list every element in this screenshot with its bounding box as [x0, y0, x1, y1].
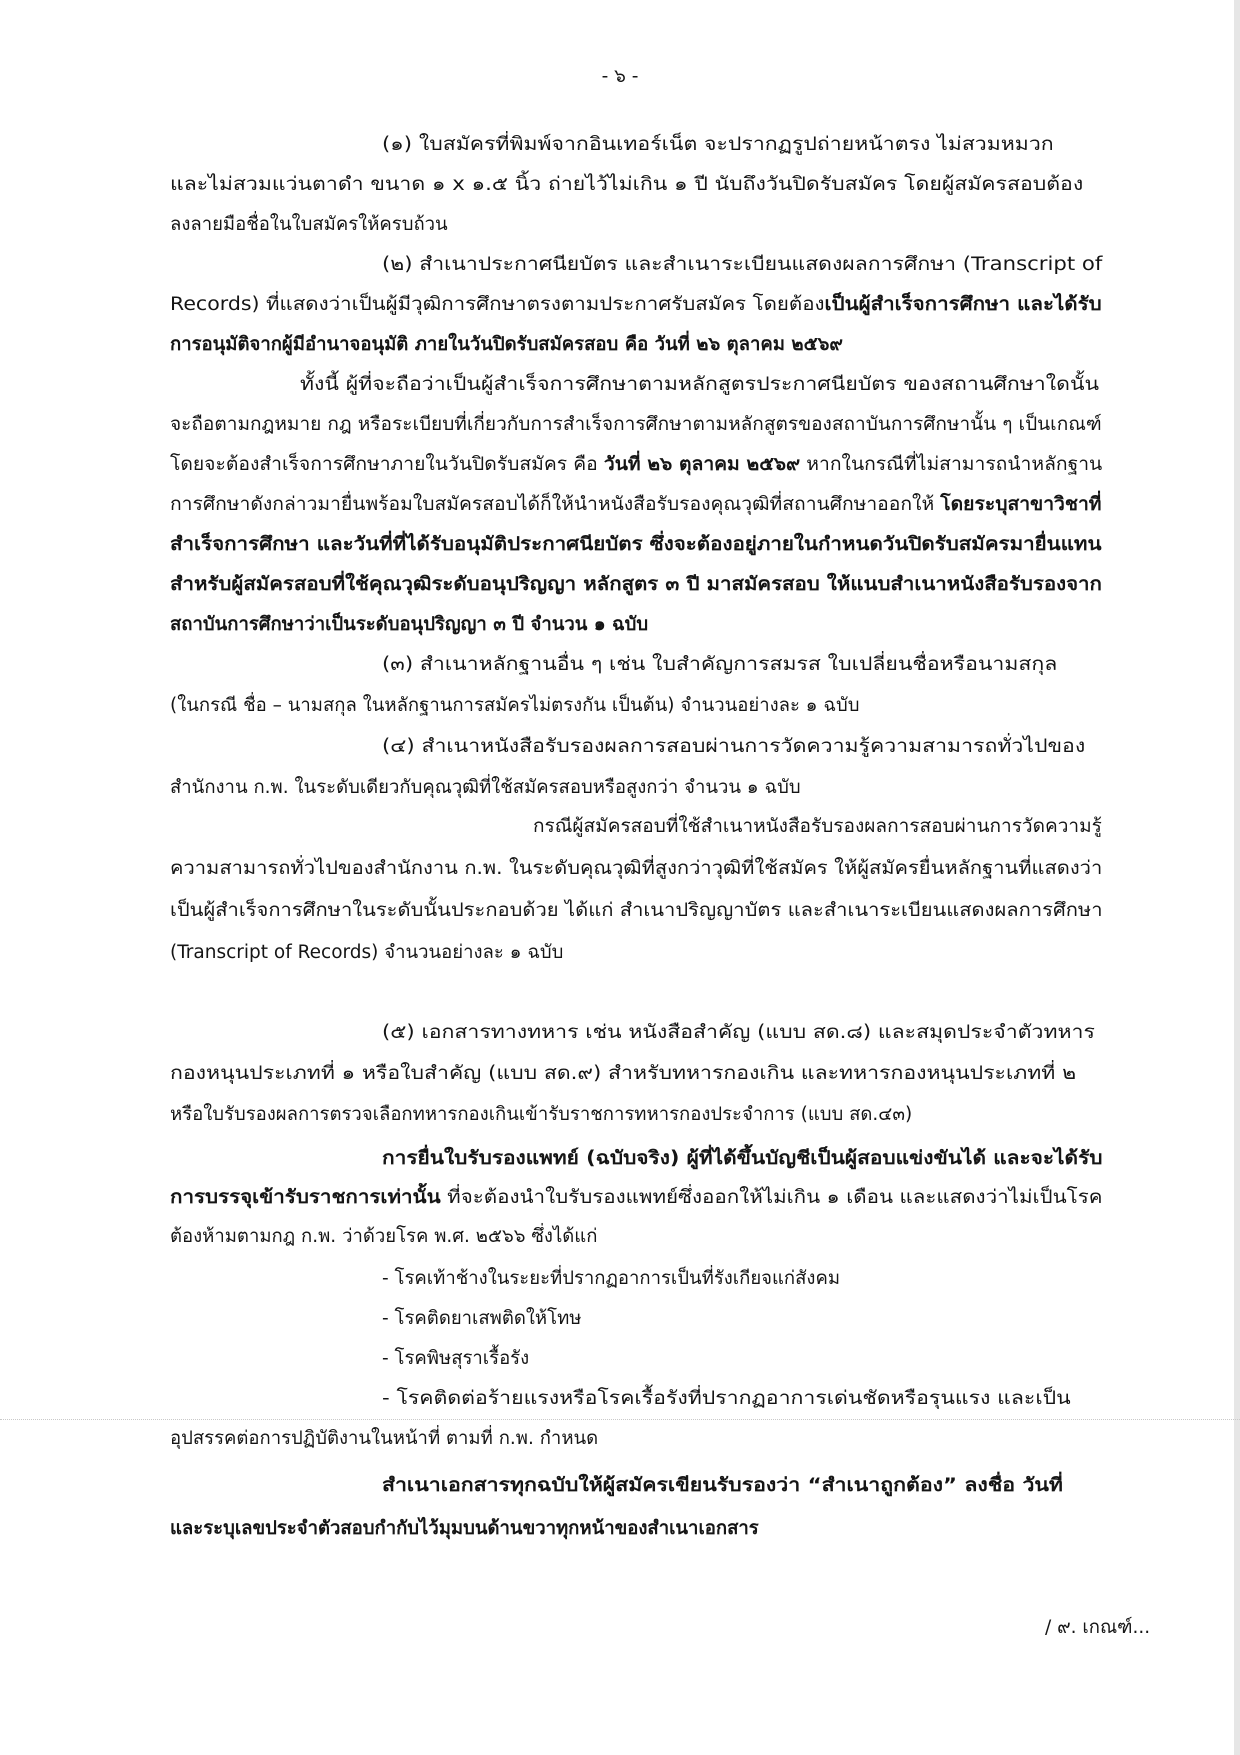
- bold-text-run: การบรรจุเข้ารับราชการเท่านั้น: [170, 1187, 441, 1208]
- bold-text-run: วันที่ ๒๖ ตุลาคม ๒๕๖๙: [603, 454, 801, 475]
- bold-text-run: การยื่นใบรับรองแพทย์ (ฉบับจริง) ผู้ที่ได้ขึ้นบัญชีเป็นผู้สอบแข่งขันได้ และจะได้รับ: [382, 1148, 1103, 1169]
- text-run: ทั้งนี้ ผู้ที่จะถือว่าเป็นผู้สำเร็จการศึกษาตามหลักสูตรประกาศนียบัตร ของสถานศึกษาใดนั้น: [300, 374, 1100, 395]
- text-run: สำนักงาน ก.พ. ในระดับเดียวกับคุณวุฒิที่ใช้สมัครสอบหรือสูงกว่า จำนวน ๑ ฉบับ: [170, 777, 801, 798]
- text-line: [170, 691, 860, 721]
- text-run: กรณีผู้สมัครสอบที่ใช้สำเนาหนังสือรับรองผลการสอบผ่านการวัดความรู้: [533, 816, 1102, 837]
- text-run: (๑) ใบสมัครที่พิมพ์จากอินเทอร์เน็ต จะปรากฏรูปถ่ายหน้าตรง ไม่สวมหมวก: [382, 134, 1054, 155]
- text-run: - โรคติดยาเสพติดให้โทษ: [382, 1308, 582, 1329]
- text-line: [170, 1100, 912, 1130]
- text-line: [170, 1222, 597, 1252]
- text-run: จะถือตามกฎหมาย กฎ หรือระเบียบที่เกี่ยวกับการสำเร็จการศึกษาตามหลักสูตรของสถาบันการศึกษานั้น ๆ เป็นเกณฑ์: [170, 414, 1102, 435]
- text-run: (๓) สำเนาหลักฐานอื่น ๆ เช่น ใบสำคัญการสมรส ใบเปลี่ยนชื่อหรือนามสกุล: [382, 654, 1058, 675]
- text-line: [170, 490, 1102, 520]
- text-run: (ในกรณี ชื่อ – นามสกุล ในหลักฐานการสมัครไม่ตรงกัน เป็นต้น) จำนวนอย่างละ ๑ ฉบับ: [170, 695, 860, 716]
- text-line: [170, 170, 1083, 200]
- text-line: [170, 896, 1103, 926]
- text-line: [170, 530, 1101, 560]
- text-line: [170, 450, 1102, 480]
- text-run: กองหนุนประเภทที่ ๑ หรือใบสำคัญ (แบบ สด.๙) สำหรับทหารกองเกิน และทหารกองหนุนประเภทที่ ๒: [170, 1063, 1077, 1084]
- bold-text-run: โดยระบุสาขาวิชาที่: [940, 494, 1102, 515]
- text-line: [382, 732, 1085, 762]
- text-run: อุปสรรคต่อการปฏิบัติงานในหน้าที่ ตามที่ ก.พ. กำหนด: [170, 1428, 599, 1449]
- bold-text-run: การอนุมัติจากผู้มีอำนาจอนุมัติ ภายในวันปิดรับสมัครสอบ คือ วันที่ ๒๖ ตุลาคม ๒๕๖๙: [170, 334, 843, 355]
- text-run: ต้องห้ามตามกฎ ก.พ. ว่าด้วยโรค พ.ศ. ๒๕๖๖ ซึ่งได้แก่: [170, 1226, 598, 1247]
- text-line: [300, 370, 1099, 400]
- bold-text-run: สำเนาเอกสารทุกฉบับให้ผู้สมัครเขียนรับรองว่า “สำเนาถูกต้อง” ลงชื่อ วันที่: [382, 1475, 1063, 1496]
- text-line: [170, 854, 1102, 884]
- text-run: ความสามารถทั่วไปของสำนักงาน ก.พ. ในระดับคุณวุฒิที่สูงกว่าวุฒิที่ใช้สมัคร ให้ผู้สมัครยื่นหลักฐานที่แสดงว่า: [170, 858, 1103, 879]
- text-line: [170, 410, 1102, 440]
- text-run: (๕) เอกสารทางทหาร เช่น หนังสือสำคัญ (แบบ สด.๘) และสมุดประจำตัวทหาร: [382, 1022, 1095, 1043]
- text-line: [382, 1264, 840, 1294]
- text-line: [382, 1304, 581, 1334]
- text-line: [382, 250, 1102, 280]
- text-run: (Transcript of Records) จำนวนอย่างละ ๑ ฉบับ: [170, 942, 564, 963]
- text-run: ที่จะต้องนำใบรับรองแพทย์ซึ่งออกให้ไม่เกิน ๑ เดือน และแสดงว่าไม่เป็นโรค: [440, 1187, 1103, 1208]
- text-line: [382, 1018, 1095, 1048]
- text-run: - โรคพิษสุราเรื้อรัง: [382, 1348, 530, 1369]
- bold-text-run: และระบุเลขประจำตัวสอบกำกับไว้มุมบนด้านขวาทุกหน้าของสำเนาเอกสาร: [170, 1518, 759, 1539]
- text-line: [170, 1183, 1102, 1213]
- text-run: - โรคติดต่อร้ายแรงหรือโรคเรื้อรังที่ปรากฏอาการเด่นชัดหรือรุนแรง และเป็น: [382, 1388, 1071, 1409]
- text-line: [170, 210, 448, 240]
- text-line: [170, 1424, 598, 1454]
- text-run: เป็นผู้สำเร็จการศึกษาในระดับนั้นประกอบด้วย ได้แก่ สำเนาปริญญาบัตร และสำเนาระเบียนแสดงผลการศึกษา: [170, 900, 1103, 921]
- text-run: การศึกษาดังกล่าวมายื่นพร้อมใบสมัครสอบได้ก็ให้นำหนังสือรับรองคุณวุฒิที่สถานศึกษาออกให้: [170, 494, 941, 515]
- text-run: และไม่สวมแว่นตาดำ ขนาด ๑ x ๑.๕ นิ้ว ถ่ายไว้ไม่เกิน ๑ ปี นับถึงวันปิดรับสมัคร โดยผู้สมัครสอบต้อง: [170, 174, 1084, 195]
- text-line: [382, 1384, 1071, 1414]
- text-run: (๔) สำเนาหนังสือรับรองผลการสอบผ่านการวัดความรู้ความสามารถทั่วไปของ: [382, 736, 1086, 757]
- text-run: - โรคเท้าช้างในระยะที่ปรากฏอาการเป็นที่รังเกียจแก่สังคม: [382, 1268, 841, 1289]
- text-run: (๒) สำเนาประกาศนียบัตร และสำเนาระเบียนแสดงผลการศึกษา (Transcript of: [382, 254, 1103, 275]
- scan-artifact-line: [0, 1419, 1240, 1420]
- text-line: [170, 570, 1102, 600]
- bold-text-run: สถาบันการศึกษาว่าเป็นระดับอนุปริญญา ๓ ปี จำนวน ๑ ฉบับ: [170, 614, 649, 635]
- page-number: - ๖ -: [601, 66, 639, 87]
- scan-edge: [1234, 0, 1240, 1755]
- text-run: Records) ที่แสดงว่าเป็นผู้มีวุฒิการศึกษาตรงตามประกาศรับสมัคร โดยต้อง: [170, 294, 825, 315]
- footer-continuation: / ๙. เกณฑ์...: [1045, 1617, 1151, 1638]
- text-line: [382, 1344, 529, 1374]
- bold-text-run: เป็นผู้สำเร็จการศึกษา และได้รับ: [824, 294, 1102, 315]
- text-line: [170, 773, 801, 803]
- text-run: ลงลายมือชื่อในใบสมัครให้ครบถ้วน: [170, 214, 448, 235]
- text-line: [170, 1059, 1076, 1089]
- text-line: [382, 650, 1057, 680]
- text-line: [382, 130, 1054, 160]
- text-line: [170, 290, 1102, 320]
- text-line: [533, 812, 1102, 842]
- text-run: หากในกรณีที่ไม่สามารถนำหลักฐาน: [800, 454, 1103, 475]
- text-run: หรือใบรับรองผลการตรวจเลือกทหารกองเกินเข้ารับราชการทหารกองประจำการ (แบบ สด.๔๓): [170, 1104, 913, 1125]
- text-line: [382, 1144, 1103, 1174]
- text-line: [170, 610, 648, 640]
- text-run: โดยจะต้องสำเร็จการศึกษาภายในวันปิดรับสมัคร คือ: [170, 454, 604, 475]
- bold-text-run: สำเร็จการศึกษา และวันที่ที่ได้รับอนุมัติประกาศนียบัตร ซึ่งจะต้องอยู่ภายในกำหนดวันปิดรับสมัครมายื่นแทน: [170, 534, 1102, 555]
- text-line: [382, 1471, 1063, 1501]
- text-line: [170, 1514, 759, 1544]
- bold-text-run: สำหรับผู้สมัครสอบที่ใช้คุณวุฒิระดับอนุปริญญา หลักสูตร ๓ ปี มาสมัครสอบ ให้แนบสำเนาหนังสือรับรองจาก: [170, 574, 1102, 595]
- text-line: [170, 938, 563, 968]
- text-line: [170, 330, 843, 360]
